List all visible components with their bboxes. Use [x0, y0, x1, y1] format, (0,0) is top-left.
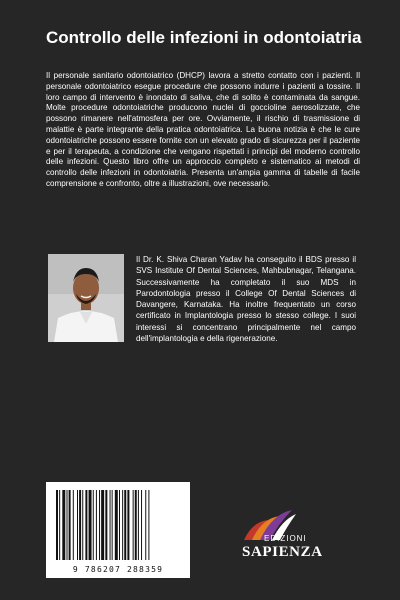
author-portrait-image	[48, 254, 124, 342]
publisher-logo	[236, 508, 336, 572]
author-photo	[48, 254, 124, 342]
barcode-bars	[54, 490, 182, 560]
publisher-name: SAPIENZA	[242, 544, 323, 560]
book-description: Il personale sanitario odontoiatrico (DHCP) lavora a stretto contatto con i pazienti. Il personale odontoiatrico esegue procedure che possono indurre i pazienti a tossire. Il loro campo di intervento è inondato di saliva, che di solito è contaminata da sangue. Molte procedure odontoiatriche producono nuclei di goccioline aerosolizzate, che possono rimanere nell'atmosfera per ore. Ovviamente, il rischio di trasmissione di malattie è parte integrante della pratica odontoiatrica. La buona notizia è che le cure odontoiatriche possono essere fornite con un elevato grado di sicurezza per il paziente e per il terapeuta, a condizione che vengano rispettati i principi del moderno controllo delle infezioni. Questo libro offre un approccio completo e sistematico ai metodi di controllo delle infezioni in odontoiatria. Presenta un'ampia gamma di tabelle di facile comprensione e confronto, oltre a illustrazioni, ove necessario.	[46, 71, 360, 188]
publisher-subtitle: EDIZIONI	[264, 534, 307, 543]
isbn-number: 9 786207 288359	[72, 565, 164, 574]
isbn-barcode	[46, 482, 190, 578]
author-bio: Il Dr. K. Shiva Charan Yadav ha conseguito il BDS presso il SVS Institute Of Dental Sciences, Mahbubnagar, Telangana. Successivamente ha completato il suo MDS in Parodontologia presso il College Of Dental Sciences di Davangere, Karnataka. Ha inoltre frequentato un corso certificato in Implantologia presso lo stesso college. I suoi interessi si concentrano principalmente nel campo dell'implantologia e della rigenerazione.	[136, 255, 356, 344]
book-title: Controllo delle infezioni in odontoiatria	[46, 28, 362, 47]
